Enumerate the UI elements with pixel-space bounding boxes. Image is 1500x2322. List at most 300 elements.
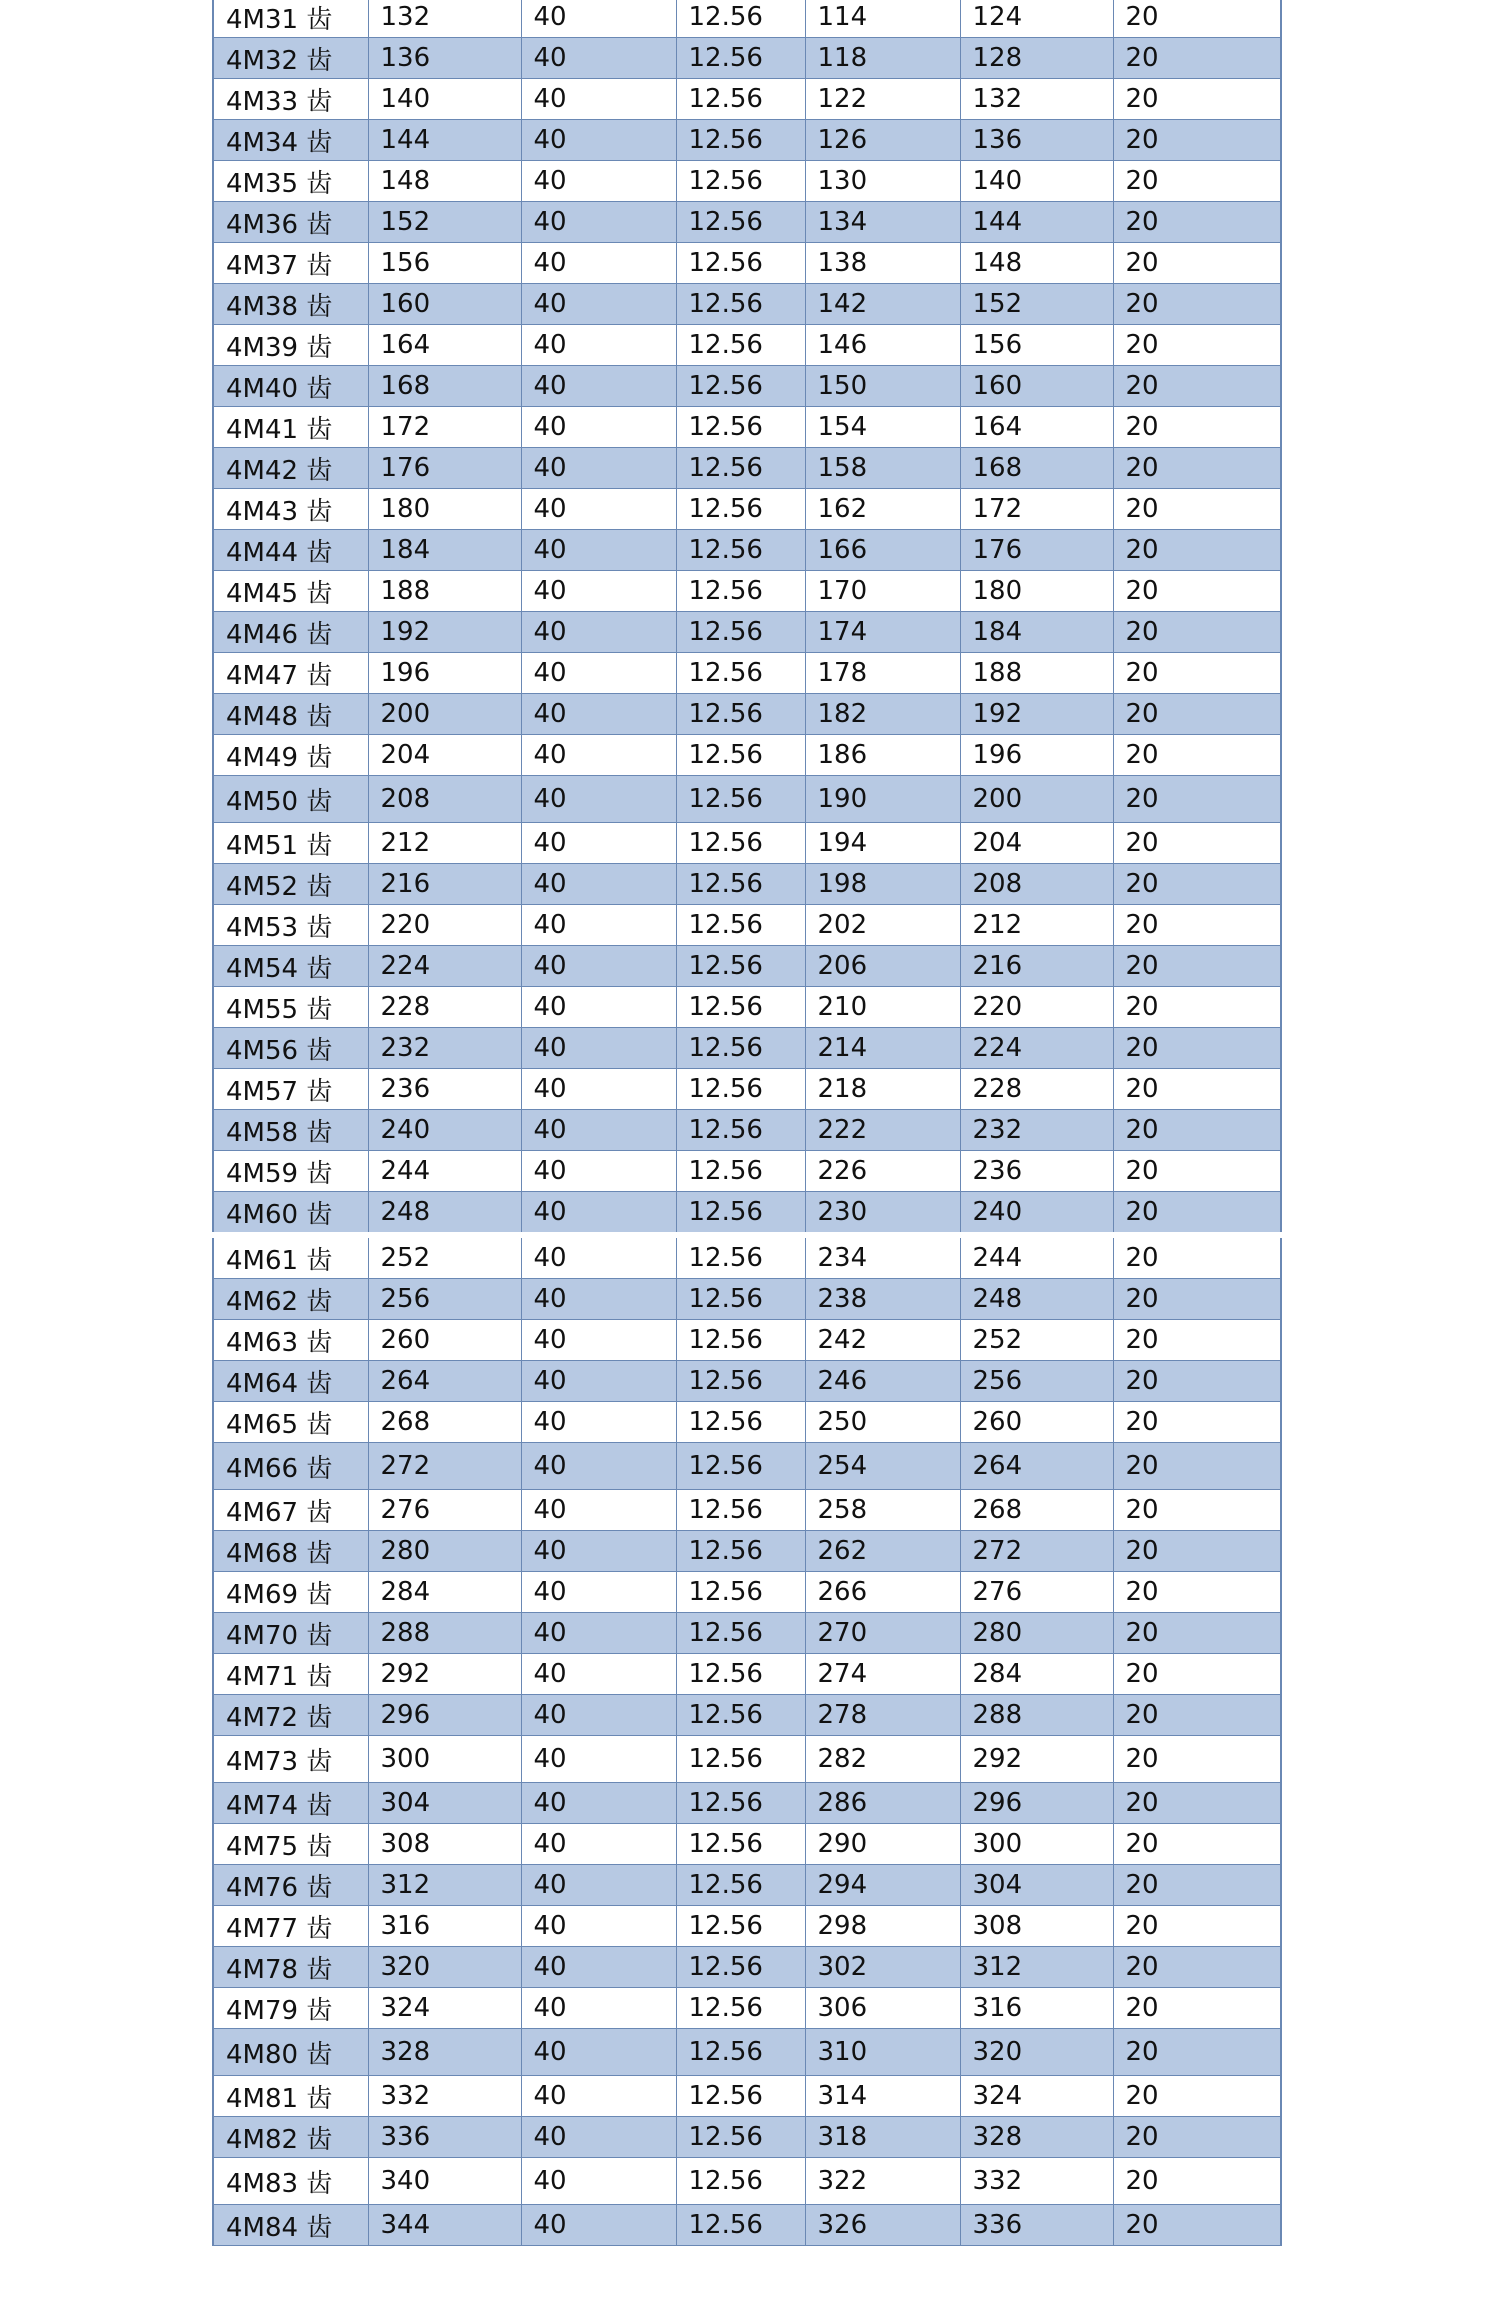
table-row	[213, 2076, 1281, 2117]
table-cell: 190	[805, 776, 960, 823]
table-row	[213, 1988, 1281, 2029]
table-cell: 40	[521, 905, 676, 946]
table-cell: 332	[368, 2076, 521, 2117]
model-cell: 4M38 齿	[213, 284, 368, 325]
table-cell: 140	[368, 79, 521, 120]
table-cell: 20	[1113, 823, 1281, 864]
table-cell: 40	[521, 694, 676, 735]
table-row	[213, 1531, 1281, 1572]
model-cell: 4M37 齿	[213, 243, 368, 284]
table-cell: 12.56	[676, 694, 805, 735]
table-cell: 20	[1113, 2117, 1281, 2158]
model-cell: 4M63 齿	[213, 1320, 368, 1361]
model-cell: 4M71 齿	[213, 1654, 368, 1695]
table-row	[213, 946, 1281, 987]
table-cell: 12.56	[676, 2117, 805, 2158]
model-cell: 4M56 齿	[213, 1028, 368, 1069]
table-cell: 264	[368, 1361, 521, 1402]
table-cell: 300	[368, 1736, 521, 1783]
table-cell: 196	[960, 735, 1113, 776]
table-cell: 336	[960, 2205, 1113, 2246]
table-cell: 20	[1113, 120, 1281, 161]
table-cell: 184	[368, 530, 521, 571]
table-row	[213, 1069, 1281, 1110]
table-cell: 250	[805, 1402, 960, 1443]
table-cell: 206	[805, 946, 960, 987]
table-cell: 184	[960, 612, 1113, 653]
table-cell: 236	[368, 1069, 521, 1110]
table-cell: 40	[521, 2117, 676, 2158]
table-cell: 12.56	[676, 1192, 805, 1236]
table-cell: 244	[368, 1151, 521, 1192]
table-row	[213, 1736, 1281, 1783]
table-cell: 20	[1113, 1736, 1281, 1783]
table-cell: 172	[368, 407, 521, 448]
table-cell: 12.56	[676, 1695, 805, 1736]
table-cell: 320	[368, 1947, 521, 1988]
table-cell: 12.56	[676, 864, 805, 905]
model-cell: 4M35 齿	[213, 161, 368, 202]
table-row	[213, 38, 1281, 79]
model-cell: 4M42 齿	[213, 448, 368, 489]
model-cell: 4M34 齿	[213, 120, 368, 161]
table-cell: 138	[805, 243, 960, 284]
model-cell: 4M48 齿	[213, 694, 368, 735]
table-cell: 242	[805, 1320, 960, 1361]
model-cell: 4M51 齿	[213, 823, 368, 864]
table-cell: 40	[521, 1947, 676, 1988]
table-cell: 12.56	[676, 366, 805, 407]
model-cell: 4M84 齿	[213, 2205, 368, 2246]
table-cell: 40	[521, 1402, 676, 1443]
table-cell: 140	[960, 161, 1113, 202]
table-cell: 156	[960, 325, 1113, 366]
table-cell: 200	[368, 694, 521, 735]
table-cell: 12.56	[676, 1443, 805, 1490]
table-row	[213, 2117, 1281, 2158]
table-cell: 40	[521, 1028, 676, 1069]
table-cell: 282	[805, 1736, 960, 1783]
model-cell: 4M53 齿	[213, 905, 368, 946]
table-cell: 172	[960, 489, 1113, 530]
table-cell: 20	[1113, 366, 1281, 407]
table-cell: 148	[960, 243, 1113, 284]
table-cell: 168	[368, 366, 521, 407]
table-cell: 196	[368, 653, 521, 694]
table-cell: 176	[368, 448, 521, 489]
table-body	[213, 0, 1281, 2246]
table-cell: 40	[521, 407, 676, 448]
table-row	[213, 161, 1281, 202]
table-cell: 20	[1113, 489, 1281, 530]
table-cell: 222	[805, 1110, 960, 1151]
table-cell: 312	[960, 1947, 1113, 1988]
table-cell: 12.56	[676, 489, 805, 530]
table-cell: 20	[1113, 325, 1281, 366]
table-cell: 288	[368, 1613, 521, 1654]
table-cell: 12.56	[676, 1572, 805, 1613]
table-cell: 12.56	[676, 448, 805, 489]
model-cell: 4M52 齿	[213, 864, 368, 905]
model-cell: 4M64 齿	[213, 1361, 368, 1402]
table-cell: 134	[805, 202, 960, 243]
model-cell: 4M60 齿	[213, 1192, 368, 1236]
table-cell: 232	[960, 1110, 1113, 1151]
table-cell: 40	[521, 1069, 676, 1110]
table-cell: 274	[805, 1654, 960, 1695]
table-row	[213, 694, 1281, 735]
table-cell: 40	[521, 530, 676, 571]
table-cell: 40	[521, 1572, 676, 1613]
table-row	[213, 1361, 1281, 1402]
table-cell: 20	[1113, 612, 1281, 653]
table-cell: 324	[368, 1988, 521, 2029]
table-cell: 258	[805, 1490, 960, 1531]
table-cell: 248	[368, 1192, 521, 1236]
table-cell: 12.56	[676, 1531, 805, 1572]
model-cell: 4M32 齿	[213, 38, 368, 79]
table-cell: 40	[521, 1865, 676, 1906]
table-row	[213, 1151, 1281, 1192]
model-cell: 4M39 齿	[213, 325, 368, 366]
table-cell: 192	[960, 694, 1113, 735]
table-cell: 286	[805, 1783, 960, 1824]
timing-pulley-spec-table	[212, 0, 1282, 2246]
table-cell: 40	[521, 79, 676, 120]
table-cell: 20	[1113, 38, 1281, 79]
table-cell: 210	[805, 987, 960, 1028]
table-cell: 318	[805, 2117, 960, 2158]
table-row	[213, 2205, 1281, 2246]
table-row	[213, 571, 1281, 612]
table-cell: 284	[368, 1572, 521, 1613]
table-cell: 40	[521, 653, 676, 694]
table-cell: 280	[960, 1613, 1113, 1654]
table-cell: 20	[1113, 735, 1281, 776]
table-cell: 192	[368, 612, 521, 653]
model-cell: 4M46 齿	[213, 612, 368, 653]
table-row	[213, 1613, 1281, 1654]
model-cell: 4M41 齿	[213, 407, 368, 448]
model-cell: 4M57 齿	[213, 1069, 368, 1110]
table-cell: 328	[960, 2117, 1113, 2158]
model-cell: 4M78 齿	[213, 1947, 368, 1988]
table-cell: 12.56	[676, 571, 805, 612]
table-cell: 12.56	[676, 38, 805, 79]
table-cell: 40	[521, 1695, 676, 1736]
table-cell: 40	[521, 864, 676, 905]
table-cell: 308	[368, 1824, 521, 1865]
table-cell: 20	[1113, 1279, 1281, 1320]
table-cell: 198	[805, 864, 960, 905]
table-cell: 12.56	[676, 612, 805, 653]
table-cell: 12.56	[676, 530, 805, 571]
table-row	[213, 987, 1281, 1028]
model-cell: 4M45 齿	[213, 571, 368, 612]
spec-table-container	[212, 0, 1280, 2246]
table-row	[213, 2158, 1281, 2205]
table-cell: 12.56	[676, 2076, 805, 2117]
table-cell: 230	[805, 1192, 960, 1236]
table-cell: 320	[960, 2029, 1113, 2076]
table-cell: 40	[521, 1783, 676, 1824]
table-cell: 300	[960, 1824, 1113, 1865]
table-cell: 12.56	[676, 653, 805, 694]
table-cell: 12.56	[676, 1110, 805, 1151]
table-cell: 252	[368, 1235, 521, 1279]
table-cell: 20	[1113, 1490, 1281, 1531]
table-cell: 272	[960, 1531, 1113, 1572]
table-cell: 294	[805, 1865, 960, 1906]
table-row	[213, 530, 1281, 571]
table-cell: 12.56	[676, 946, 805, 987]
table-cell: 290	[805, 1824, 960, 1865]
table-cell: 40	[521, 1279, 676, 1320]
table-cell: 176	[960, 530, 1113, 571]
table-cell: 40	[521, 1151, 676, 1192]
table-cell: 298	[805, 1906, 960, 1947]
table-row	[213, 0, 1281, 38]
table-cell: 160	[960, 366, 1113, 407]
table-row	[213, 1028, 1281, 1069]
table-cell: 224	[368, 946, 521, 987]
table-row	[213, 1402, 1281, 1443]
table-row	[213, 823, 1281, 864]
table-cell: 328	[368, 2029, 521, 2076]
table-cell: 40	[521, 38, 676, 79]
table-cell: 40	[521, 243, 676, 284]
table-cell: 20	[1113, 1695, 1281, 1736]
table-cell: 12.56	[676, 0, 805, 38]
table-cell: 214	[805, 1028, 960, 1069]
model-cell: 4M31 齿	[213, 0, 368, 38]
table-cell: 20	[1113, 1110, 1281, 1151]
table-cell: 20	[1113, 905, 1281, 946]
table-row	[213, 653, 1281, 694]
table-cell: 12.56	[676, 202, 805, 243]
model-cell: 4M40 齿	[213, 366, 368, 407]
table-cell: 20	[1113, 1151, 1281, 1192]
table-cell: 20	[1113, 694, 1281, 735]
table-cell: 132	[960, 79, 1113, 120]
table-cell: 272	[368, 1443, 521, 1490]
table-cell: 20	[1113, 776, 1281, 823]
table-cell: 12.56	[676, 776, 805, 823]
table-cell: 168	[960, 448, 1113, 489]
table-cell: 220	[368, 905, 521, 946]
table-cell: 160	[368, 284, 521, 325]
table-cell: 256	[368, 1279, 521, 1320]
model-cell: 4M62 齿	[213, 1279, 368, 1320]
table-cell: 126	[805, 120, 960, 161]
table-cell: 228	[368, 987, 521, 1028]
table-cell: 12.56	[676, 1279, 805, 1320]
table-cell: 12.56	[676, 1654, 805, 1695]
table-cell: 276	[368, 1490, 521, 1531]
table-row	[213, 864, 1281, 905]
table-cell: 20	[1113, 2076, 1281, 2117]
table-cell: 20	[1113, 2158, 1281, 2205]
table-cell: 212	[368, 823, 521, 864]
table-cell: 20	[1113, 1947, 1281, 1988]
table-cell: 154	[805, 407, 960, 448]
table-row	[213, 243, 1281, 284]
table-cell: 136	[960, 120, 1113, 161]
model-cell: 4M81 齿	[213, 2076, 368, 2117]
table-cell: 20	[1113, 1783, 1281, 1824]
table-row	[213, 120, 1281, 161]
model-cell: 4M54 齿	[213, 946, 368, 987]
table-cell: 268	[960, 1490, 1113, 1531]
table-row	[213, 1865, 1281, 1906]
table-cell: 322	[805, 2158, 960, 2205]
table-row	[213, 1906, 1281, 1947]
table-cell: 130	[805, 161, 960, 202]
model-cell: 4M70 齿	[213, 1613, 368, 1654]
table-cell: 20	[1113, 448, 1281, 489]
table-cell: 12.56	[676, 1235, 805, 1279]
table-cell: 20	[1113, 864, 1281, 905]
table-cell: 40	[521, 448, 676, 489]
table-cell: 202	[805, 905, 960, 946]
model-cell: 4M65 齿	[213, 1402, 368, 1443]
table-cell: 12.56	[676, 1736, 805, 1783]
table-cell: 268	[368, 1402, 521, 1443]
table-cell: 292	[368, 1654, 521, 1695]
table-cell: 316	[960, 1988, 1113, 2029]
table-row	[213, 1654, 1281, 1695]
table-cell: 12.56	[676, 1824, 805, 1865]
table-cell: 150	[805, 366, 960, 407]
table-cell: 12.56	[676, 120, 805, 161]
table-cell: 152	[960, 284, 1113, 325]
model-cell: 4M83 齿	[213, 2158, 368, 2205]
table-cell: 12.56	[676, 1069, 805, 1110]
table-cell: 204	[960, 823, 1113, 864]
table-cell: 20	[1113, 1443, 1281, 1490]
table-cell: 20	[1113, 1320, 1281, 1361]
table-cell: 40	[521, 2029, 676, 2076]
table-cell: 40	[521, 0, 676, 38]
table-cell: 238	[805, 1279, 960, 1320]
table-cell: 304	[368, 1783, 521, 1824]
table-cell: 204	[368, 735, 521, 776]
table-cell: 12.56	[676, 1865, 805, 1906]
table-cell: 20	[1113, 653, 1281, 694]
table-cell: 20	[1113, 1531, 1281, 1572]
table-cell: 12.56	[676, 1988, 805, 2029]
table-cell: 264	[960, 1443, 1113, 1490]
table-cell: 212	[960, 905, 1113, 946]
table-cell: 174	[805, 612, 960, 653]
table-cell: 40	[521, 1235, 676, 1279]
table-cell: 244	[960, 1235, 1113, 1279]
table-cell: 236	[960, 1151, 1113, 1192]
table-cell: 40	[521, 1824, 676, 1865]
table-cell: 20	[1113, 1613, 1281, 1654]
table-cell: 148	[368, 161, 521, 202]
table-cell: 164	[960, 407, 1113, 448]
table-cell: 216	[960, 946, 1113, 987]
table-cell: 12.56	[676, 1490, 805, 1531]
table-cell: 12.56	[676, 1402, 805, 1443]
table-row	[213, 776, 1281, 823]
model-cell: 4M74 齿	[213, 1783, 368, 1824]
table-cell: 186	[805, 735, 960, 776]
table-cell: 262	[805, 1531, 960, 1572]
table-cell: 232	[368, 1028, 521, 1069]
table-row	[213, 905, 1281, 946]
model-cell: 4M36 齿	[213, 202, 368, 243]
table-row	[213, 325, 1281, 366]
table-row	[213, 1783, 1281, 1824]
table-cell: 314	[805, 2076, 960, 2117]
model-cell: 4M72 齿	[213, 1695, 368, 1736]
table-row	[213, 489, 1281, 530]
table-cell: 326	[805, 2205, 960, 2246]
table-cell: 40	[521, 1531, 676, 1572]
table-cell: 182	[805, 694, 960, 735]
model-cell: 4M66 齿	[213, 1443, 368, 1490]
table-cell: 228	[960, 1069, 1113, 1110]
table-row	[213, 1490, 1281, 1531]
table-cell: 260	[960, 1402, 1113, 1443]
table-cell: 12.56	[676, 2029, 805, 2076]
table-cell: 12.56	[676, 987, 805, 1028]
table-cell: 296	[960, 1783, 1113, 1824]
table-cell: 280	[368, 1531, 521, 1572]
table-cell: 40	[521, 1988, 676, 2029]
model-cell: 4M76 齿	[213, 1865, 368, 1906]
table-cell: 124	[960, 0, 1113, 38]
table-cell: 20	[1113, 2205, 1281, 2246]
table-cell: 20	[1113, 79, 1281, 120]
table-cell: 40	[521, 1613, 676, 1654]
table-cell: 40	[521, 735, 676, 776]
table-row	[213, 448, 1281, 489]
table-row	[213, 612, 1281, 653]
table-cell: 12.56	[676, 1613, 805, 1654]
table-cell: 302	[805, 1947, 960, 1988]
table-cell: 40	[521, 489, 676, 530]
table-cell: 316	[368, 1906, 521, 1947]
table-cell: 40	[521, 823, 676, 864]
model-cell: 4M50 齿	[213, 776, 368, 823]
table-row	[213, 202, 1281, 243]
table-cell: 344	[368, 2205, 521, 2246]
table-row	[213, 1110, 1281, 1151]
table-cell: 20	[1113, 202, 1281, 243]
table-cell: 12.56	[676, 905, 805, 946]
table-cell: 20	[1113, 1028, 1281, 1069]
model-cell: 4M77 齿	[213, 1906, 368, 1947]
table-cell: 156	[368, 243, 521, 284]
table-cell: 216	[368, 864, 521, 905]
table-cell: 180	[368, 489, 521, 530]
table-row	[213, 407, 1281, 448]
table-cell: 20	[1113, 1865, 1281, 1906]
model-cell: 4M69 齿	[213, 1572, 368, 1613]
table-cell: 256	[960, 1361, 1113, 1402]
table-cell: 12.56	[676, 2158, 805, 2205]
table-cell: 200	[960, 776, 1113, 823]
table-row	[213, 1320, 1281, 1361]
table-cell: 208	[368, 776, 521, 823]
table-cell: 20	[1113, 1654, 1281, 1695]
table-cell: 40	[521, 987, 676, 1028]
table-cell: 12.56	[676, 823, 805, 864]
table-cell: 188	[368, 571, 521, 612]
